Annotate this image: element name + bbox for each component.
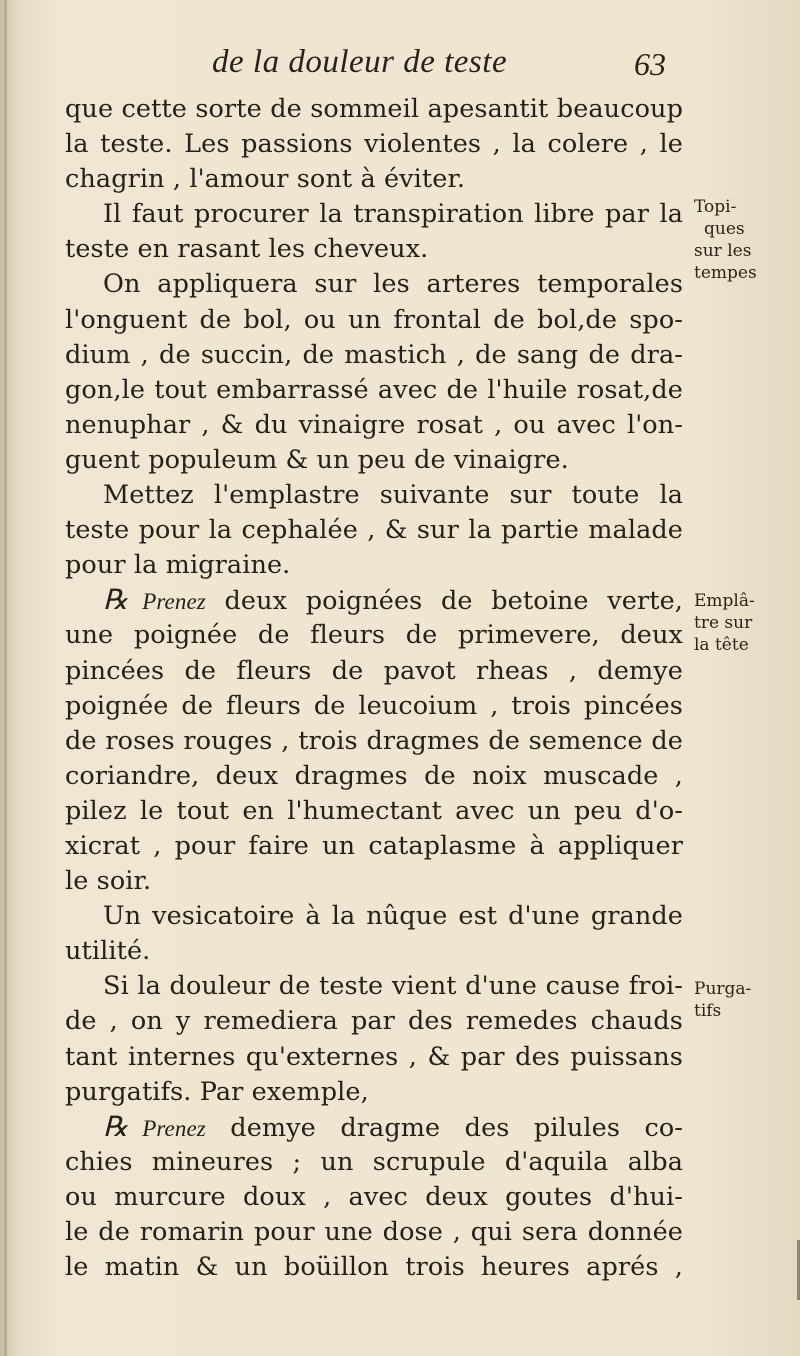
margin-note-line: Purga- (694, 979, 752, 999)
text-line: Si la douleur de teste vient d'une cause froi- (103, 971, 683, 1002)
recipe-line (65, 583, 683, 618)
text-line: poignée de fleurs de leucoium , trois pincées (65, 690, 683, 721)
text-line: une poignée de fleurs de primevere, deux (65, 620, 683, 651)
margin-note-line: Topi- (694, 197, 737, 217)
running-head-title: de la douleur de teste (212, 44, 508, 80)
text-line: gon,le tout embarrassé avec de l'huile rosat,de (65, 374, 683, 405)
text-line: pour la migraine. (65, 550, 291, 581)
recipe-text: deux poignées de betoine verte, (224, 586, 683, 617)
margin-note-purgatifs (694, 978, 794, 1022)
recipe-symbol: ℞ (103, 585, 129, 617)
text-line: nenuphar , & du vinaigre rosat , ou avec l'on- (65, 409, 683, 440)
text-line: de , on y remediera par des remedes chauds (65, 1006, 683, 1037)
text-line: dium , de succin, de mastich , de sang de dra- (65, 339, 683, 370)
margin-note-line: tifs (694, 1001, 722, 1021)
text-line: coriandre, deux dragmes de noix muscade , (65, 760, 683, 791)
gutter-shadow (4, 0, 7, 1356)
text-line: que cette sorte de sommeil apesantit beaucoup (65, 94, 683, 124)
text-line: l'onguent de bol, ou un frontal de bol,de spo- (65, 304, 683, 335)
margin-note-topiques (694, 196, 794, 284)
recipe-word: Prenez (142, 1115, 206, 1141)
text-line: ou murcure doux , avec deux goutes d'hui- (65, 1181, 683, 1212)
recipe-text: demye dragme des pilules co- (230, 1112, 683, 1143)
text-line: pincées de fleurs de pavot rheas , demye (65, 655, 683, 686)
text-line: le soir. (65, 866, 152, 897)
margin-note-line: tre sur (694, 613, 753, 633)
text-line: le matin & un boüillon trois heures aprés , (65, 1252, 683, 1283)
text-line: teste pour la cephalée , & sur la partie malade (65, 515, 683, 546)
text-line: chies mineures ; un scrupule d'aquila alba (65, 1146, 683, 1177)
text-line: pilez le tout en l'humectant avec un peu d'o- (65, 795, 683, 826)
text-line: xicrat , pour faire un cataplasme à appliquer (65, 830, 683, 861)
text-line: On appliquera sur les arteres temporales (103, 269, 683, 300)
margin-note-line: ques (704, 219, 745, 239)
recipe-line (65, 1110, 683, 1145)
margin-note-line: sur les (694, 241, 752, 261)
page-number: 63 (634, 46, 666, 82)
text-line: tant internes qu'externes , & par des puissans (65, 1041, 683, 1072)
text-line: Mettez l'emplastre suivante sur toute la (103, 480, 683, 511)
text-line: chagrin , l'amour sont à éviter. (65, 164, 466, 195)
text-line: teste en rasant les cheveux. (65, 234, 429, 265)
text-line: de roses rouges , trois dragmes de semence de (65, 725, 683, 756)
recipe-symbol: ℞ (103, 1111, 129, 1143)
running-head (0, 40, 800, 90)
recipe-word: Prenez (142, 589, 206, 615)
body-text (65, 92, 683, 1285)
margin-note-line: la tête (694, 635, 749, 655)
margin-note-emplastre (694, 590, 794, 656)
text-line: Il faut procurer la transpiration libre par la (103, 199, 683, 230)
text-line: Un vesicatoire à la nûque est d'une grande (103, 901, 683, 932)
text-line: utilité. (65, 936, 151, 967)
text-line: la teste. Les passions violentes , la colere , le (65, 129, 683, 160)
text-line: purgatifs. Par exemple, (65, 1076, 369, 1107)
margin-note-line: Emplâ- (694, 591, 755, 611)
margin-note-line: tempes (694, 263, 757, 283)
text-line: guent populeum & un peu de vinaigre. (65, 444, 569, 475)
text-line: le de romarin pour une dose , qui sera donnée (65, 1217, 683, 1247)
